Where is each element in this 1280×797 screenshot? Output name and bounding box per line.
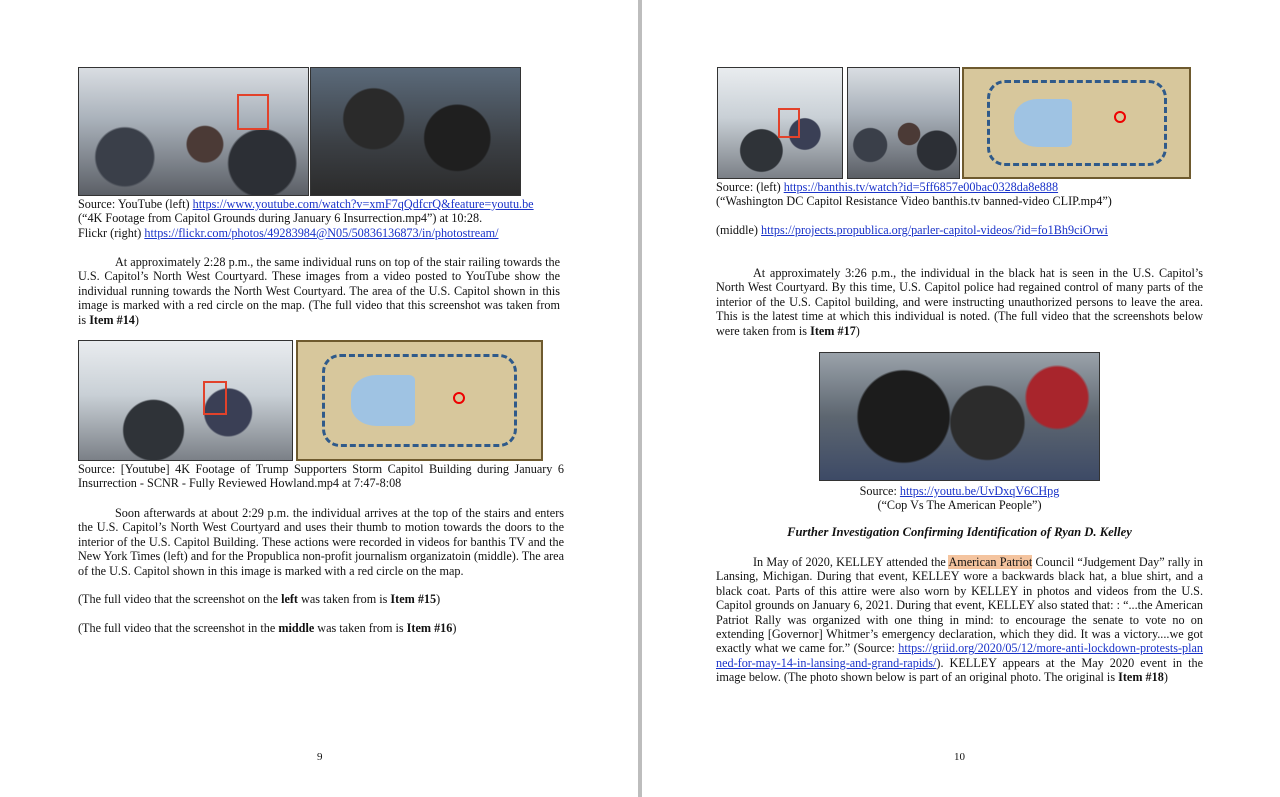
- flickr-link[interactable]: https://flickr.com/photos/49283984@N05/50836136873/in/photostream/: [144, 225, 499, 240]
- paragraph-1: At approximately 2:28 p.m., the same individual runs on top of the stair railing towards the U.S. Capitol’s North West Courtyard. These images from a video posted to YouTube show the individual running towards the North West Courtyard. The area of the U.S. Capitol shown in this image is marked with a red circle on the map. (The full video that this screenshot was taken from is Item #14): [78, 255, 560, 327]
- photo-crowd-closeup: [310, 67, 521, 196]
- capitol-map: [962, 67, 1191, 179]
- page-number: 9: [317, 751, 323, 763]
- page-10: [642, 0, 1280, 797]
- caption-2: Source: [Youtube] 4K Footage of Trump Supporters Storm Capitol Building during January 6 Insurrection - SCNR - Fully Reviewed Howland.mp4 at 7:47-8:08: [78, 462, 564, 491]
- griid-link[interactable]: https://griid.org/2020/05/12/more-anti-lockdown-protests-planned-for-may-14-in-lansing-and-grand-rapids/: [716, 641, 1203, 670]
- red-circle-marker: [1114, 111, 1126, 123]
- page-9: [0, 0, 638, 797]
- caption-1: Source: YouTube (left) https://www.youtube.com/watch?v=xmF7qQdfcrQ&feature=youtu.be (“4K Footage from Capitol Grounds during January 6 Insurrection.mp4”) at 10:28. Flickr (right) https://flickr.com/photos/49283984@N05/50836136873/in/photostream/: [78, 197, 534, 240]
- note-middle: (The full video that the screenshot in the middle was taken from is Item #16): [78, 621, 457, 635]
- capitol-map: [296, 340, 543, 461]
- section-heading: Further Investigation Confirming Identification of Ryan D. Kelley: [787, 525, 1132, 539]
- red-circle-marker: [453, 392, 465, 404]
- page-number: 10: [954, 751, 965, 763]
- photo-crowd-stairs: [78, 67, 309, 196]
- propublica-link[interactable]: https://projects.propublica.org/parler-capitol-videos/?id=fo1Bh9ciOrwi: [761, 223, 1108, 237]
- photo-capitol-stairs: [78, 340, 293, 461]
- paragraph-1: At approximately 3:26 p.m., the individual in the black hat is seen in the U.S. Capitol’s North West Courtyard. By this time, U.S. Capitol police had regained control of many parts of the interior of the U.S. Capitol building, and were instructing unauthorized persons to leave the area. This is the latest time at which this individual is noted. (The full video that the screenshots below were taken from is Item #17): [716, 266, 1203, 338]
- red-box-marker: [237, 94, 269, 130]
- highlighted-text: American Patriot: [948, 555, 1033, 569]
- red-box-marker: [203, 381, 227, 415]
- paragraph-2: Soon afterwards at about 2:29 p.m. the individual arrives at the top of the stairs and enters the U.S. Capitol’s North West Courtyard and uses their thumb to motion towards the doors to the interior of the U.S. Capitol Building. These actions were recorded in videos for banthis TV and the New York Times (left) and for the Propublica non-profit journalism organizatoin (middle). The area of the U.S. Capitol shown in this image is marked with a red circle on the map.: [78, 506, 564, 578]
- caption-1: Source: (left) https://banthis.tv/watch?id=5ff6857e00bac0328da8e888 (“Washington DC Capitol Resistance Video banthis.tv banned-video CLIP.mp4”): [716, 180, 1112, 209]
- caption-2: Source: https://youtu.be/UvDxqV6CHpg (“Cop Vs The American People”): [859, 484, 1060, 513]
- photo-railing: [847, 67, 960, 179]
- paragraph-2: In May of 2020, KELLEY attended the American Patriot Council “Judgement Day” rally in Lansing, Michigan. During that event, KELLEY wore a backwards black hat, a blue shirt, and a black coat. Parts of this attire were also worn by KELLEY in photos and videos from the U.S. Capitol grounds on January 6, 2021. During that event, KELLEY also stated that: : “...the American Patriot Rally was organized with one thing in mind: to encourage the senate to vote no on extending [Governor] Whitmer’s emergency declaration, which they did. It was a victory....we got exactly what we came for.” (Source: https://griid.org/2020/05/12/more-anti-lockdown-protests-planned-for-may-14-in-lansing-and-grand-rapids/). KELLEY appears at the May 2020 event in the image below. (The photo shown below is part of an original photo. The original is Item #18): [716, 555, 1203, 685]
- photo-capitol-west: [717, 67, 843, 179]
- note-left: (The full video that the screenshot on the left was taken from is Item #15): [78, 592, 441, 606]
- photo-cop-vs-people: [819, 352, 1100, 481]
- youtu-be-link[interactable]: https://youtu.be/UvDxqV6CHpg: [899, 484, 1060, 498]
- caption-middle: (middle) https://projects.propublica.org/parler-capitol-videos/?id=fo1Bh9ciOrwi: [716, 223, 1108, 237]
- youtube-link[interactable]: https://www.youtube.com/watch?v=xmF7qQdfcrQ&feature=youtu.be: [192, 197, 534, 211]
- banthis-link[interactable]: https://banthis.tv/watch?id=5ff6857e00bac0328da8e888: [783, 180, 1059, 194]
- red-box-marker: [778, 108, 800, 138]
